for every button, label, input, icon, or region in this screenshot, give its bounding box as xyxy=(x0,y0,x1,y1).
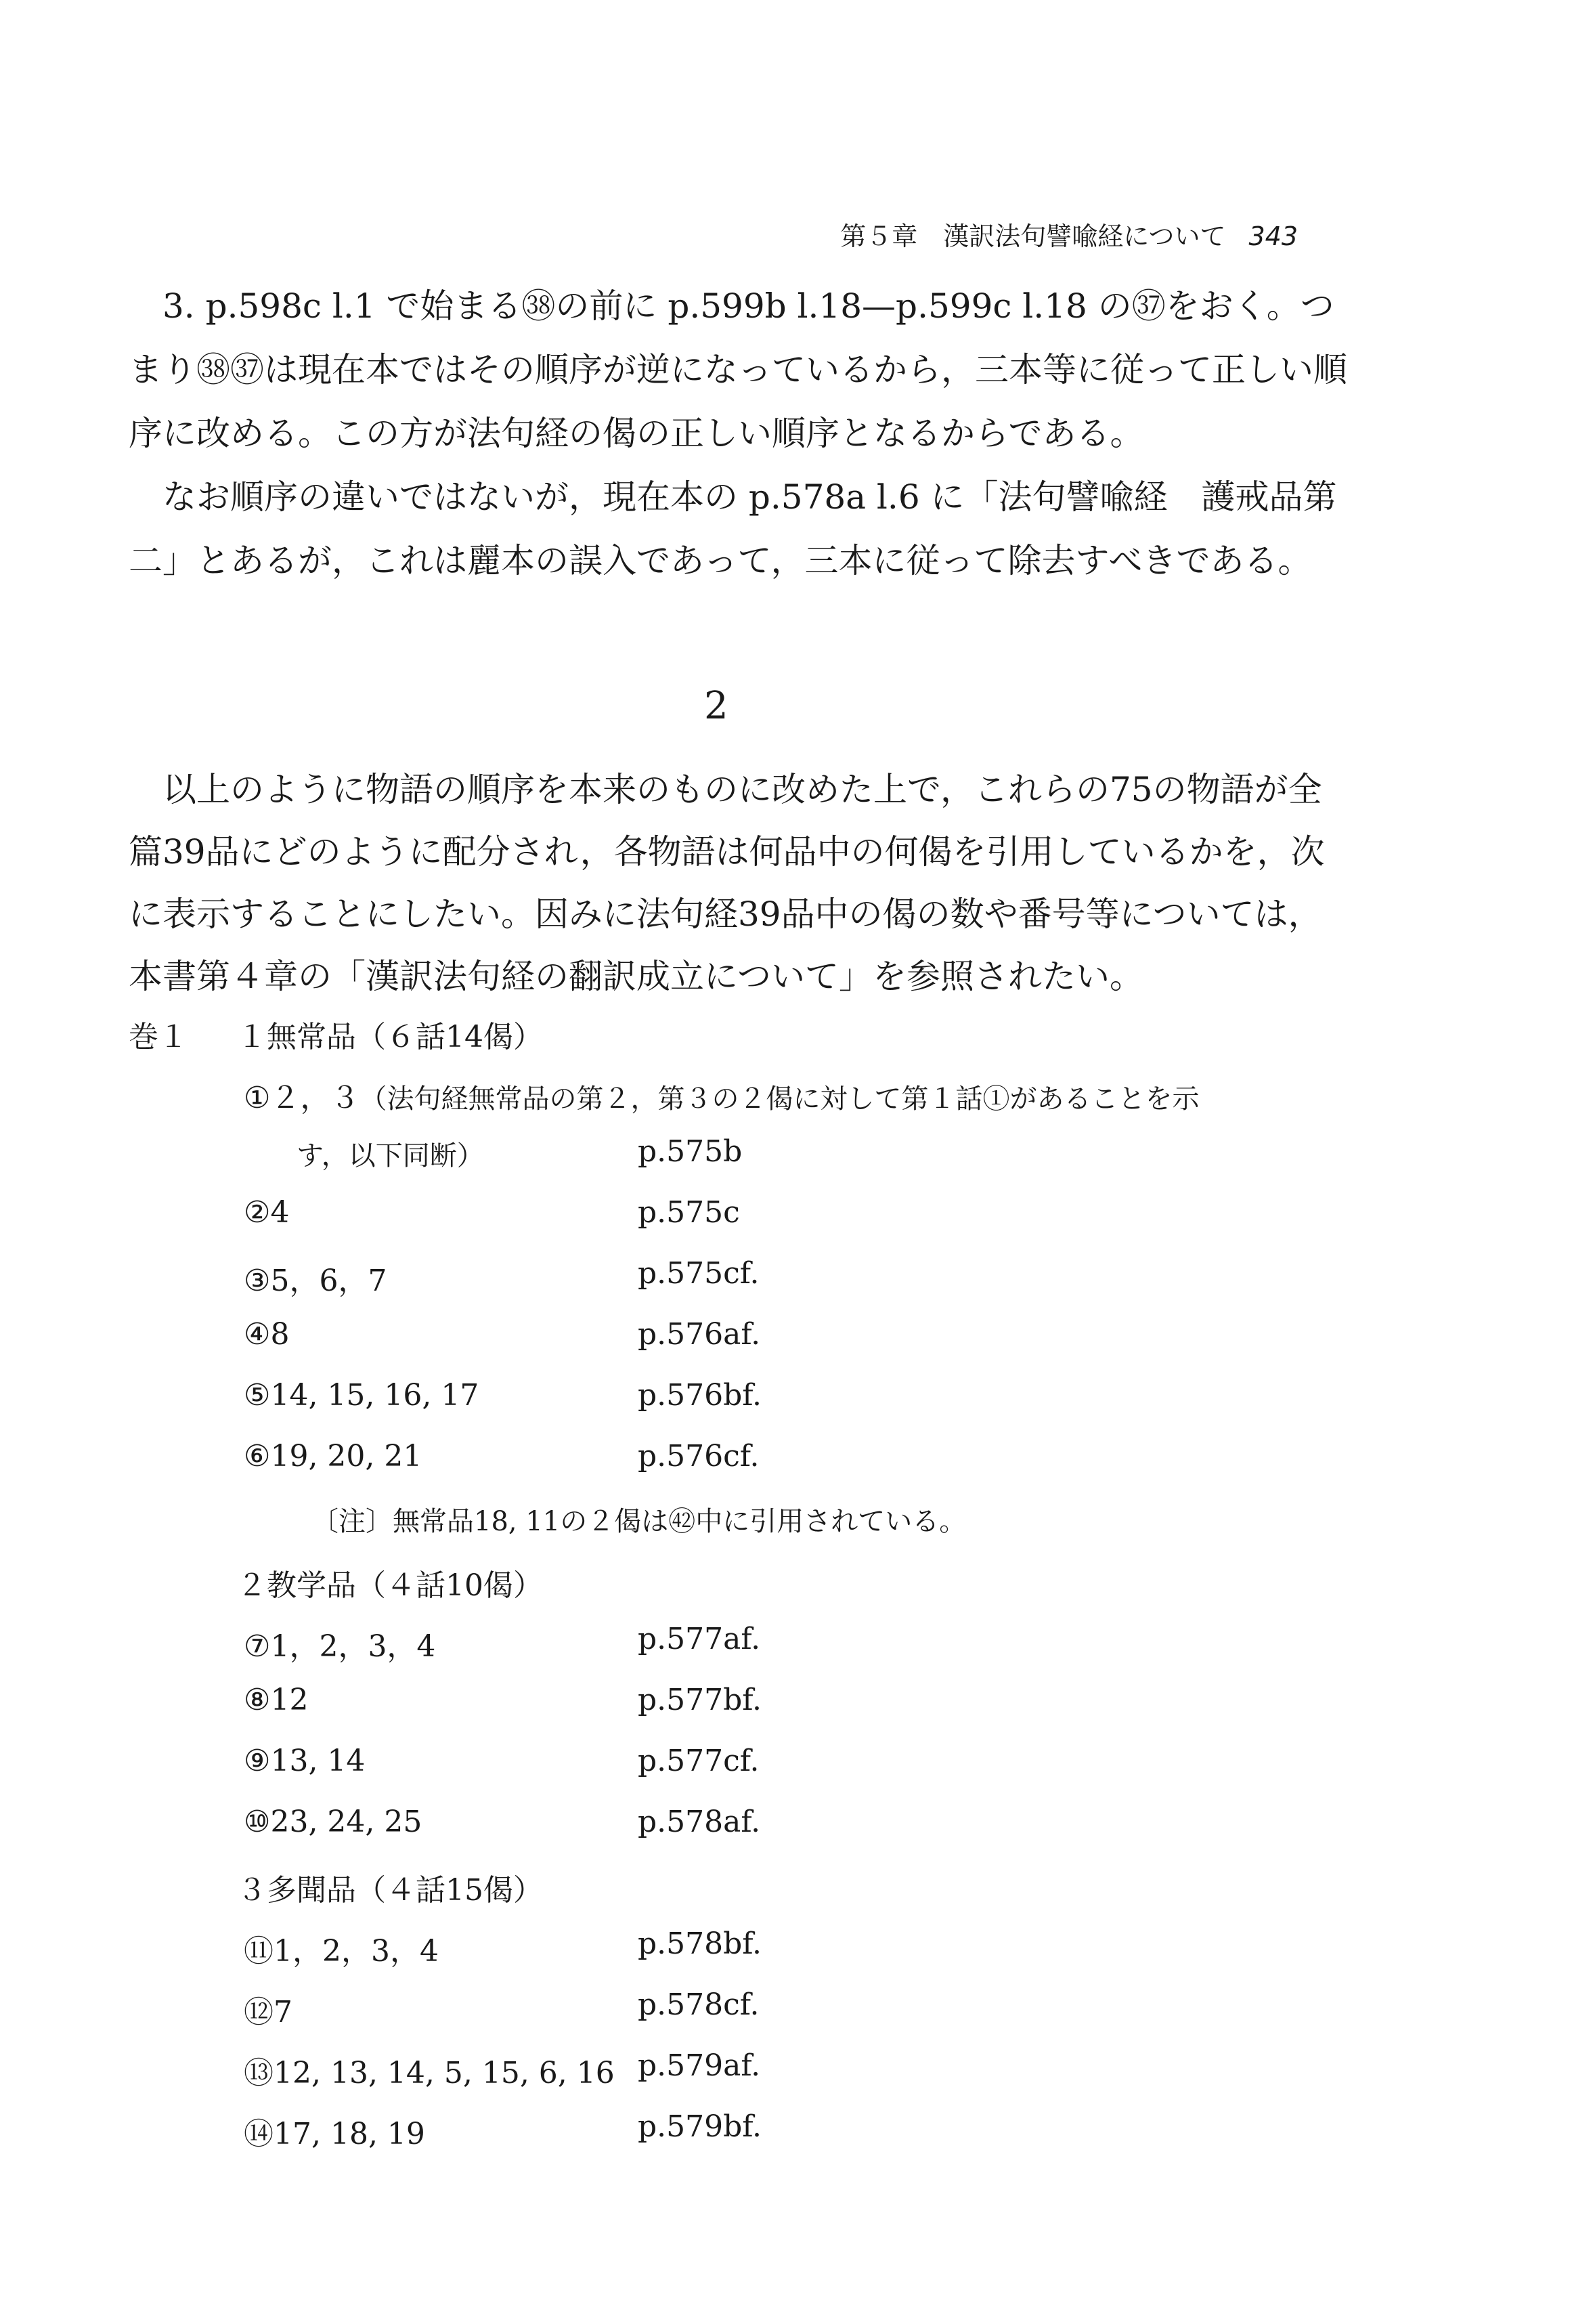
list-item xyxy=(129,1195,1347,1256)
entry-number: ⑥ xyxy=(244,1439,271,1473)
body-text-2 xyxy=(129,758,1347,1008)
list-item xyxy=(129,1744,1347,1805)
entry-reference: p.575cf. xyxy=(638,1256,760,1291)
section-title: ２教学品（４話10偈） xyxy=(237,1568,543,1603)
section-number: 2 xyxy=(704,684,728,728)
section-title: １無常品（６話14偈） xyxy=(237,1020,543,1054)
list-item xyxy=(129,1927,1347,1987)
entry-number: ⑤ xyxy=(244,1378,271,1413)
entry-verses: 13, 14 xyxy=(270,1744,366,1778)
entry-reference: p.579af. xyxy=(638,2048,761,2083)
section-heading xyxy=(129,1012,1347,1073)
entry-verses: 23, 24, 25 xyxy=(270,1805,422,1839)
list-item xyxy=(129,2048,1347,2109)
entry-reference: p.577cf. xyxy=(638,1744,760,1778)
entry-verses: 4 xyxy=(270,1195,290,1230)
entry-number: ④ xyxy=(244,1317,271,1352)
entry-verses: 12, 13, 14, 5, 15, 6, 16 xyxy=(274,2056,615,2090)
entry-verses: 14, 15, 16, 17 xyxy=(270,1378,479,1413)
body-text xyxy=(129,274,1347,593)
entry-number: ① xyxy=(244,1081,271,1115)
entry-reference: p.576bf. xyxy=(638,1378,762,1413)
entry-description: （法句経無常品の第２，第３の２偈に対して第１話①があることを示 xyxy=(359,1083,1200,1115)
entry-description-cont: す，以下同断） xyxy=(297,1140,484,1171)
section-title: ３多聞品（４話15偈） xyxy=(237,1873,543,1908)
entry-verses: 12 xyxy=(270,1683,309,1717)
entry-reference: p.577bf. xyxy=(638,1683,762,1717)
entry-number: ③ xyxy=(244,1264,271,1298)
entry-number: ⑩ xyxy=(244,1805,271,1839)
entry-reference: p.576cf. xyxy=(638,1439,760,1473)
entry-number: ⑨ xyxy=(244,1744,271,1778)
entry-reference: p.575b xyxy=(638,1134,743,1169)
list-item xyxy=(129,1378,1347,1439)
list-item xyxy=(129,1439,1347,1500)
entry-verses: 19, 20, 21 xyxy=(270,1439,422,1473)
running-head xyxy=(840,215,1298,253)
paragraph-removal-note: なお順序の違いではないが，現在本の p.578a l.6 に「法句譬喩経 護戒品第二」とあるが，これは麗本の誤入であって，三本に従って除去すべきである。 xyxy=(129,477,1337,580)
paragraph-order-note: 3. p.598c l.1 で始まる㊳の前に p.599b l.18—p.599c l.18 の㊲をおく。つまり㊳㊲は現在本ではその順序が逆になっているから，三本等に従って正しい順序に改める。この方が法句経の偈の正しい順序となるからである。 xyxy=(129,286,1347,453)
list-item xyxy=(129,1134,1347,1195)
entry-reference: p.576af. xyxy=(638,1317,761,1352)
list-item xyxy=(129,1622,1347,1683)
list-item xyxy=(129,1317,1347,1378)
entry-reference: p.577af. xyxy=(638,1622,761,1656)
entry-reference: p.579bf. xyxy=(638,2109,762,2144)
section-note: 〔注〕無常品18, 11の２偈は㊷中に引用されている。 xyxy=(311,1506,967,1537)
volume-label: 巻１ xyxy=(129,1020,188,1054)
entry-number: ② xyxy=(244,1195,271,1230)
entry-number: ⑬ xyxy=(244,2056,274,2090)
entry-reference: p.578bf. xyxy=(638,1927,762,1961)
entry-verses: 8 xyxy=(270,1317,290,1352)
entry-verses: 5，6，7 xyxy=(270,1264,387,1298)
chapter-title: 第５章 漢訳法句譬喩経について xyxy=(840,221,1226,251)
list-item xyxy=(129,1256,1347,1317)
story-list xyxy=(129,1012,1347,2170)
entry-reference: p.575c xyxy=(638,1195,740,1230)
entry-reference: p.578cf. xyxy=(638,1987,760,2022)
page-number: 343 xyxy=(1248,221,1298,251)
list-item xyxy=(129,1805,1347,1866)
list-item xyxy=(129,1987,1347,2048)
list-item xyxy=(129,1683,1347,1744)
entry-verses: ２，３ xyxy=(270,1081,360,1115)
entry-verses: 1，2，3，4 xyxy=(270,1629,436,1664)
entry-reference: p.578af. xyxy=(638,1805,761,1839)
entry-number: ⑪ xyxy=(244,1934,274,1968)
paragraph-intro: 以上のように物語の順序を本来のものに改めた上で，これらの75の物語が全篇39品にどのように配分され，各物語は何品中の何偈を引用しているかを，次に表示することにしたい。因みに法句経39品中の偈の数や番号等については，本書第４章の「漢訳法句経の翻訳成立について」を参照されたい。 xyxy=(129,770,1325,996)
section-heading xyxy=(129,1561,1347,1622)
list-item xyxy=(129,1073,1347,1134)
note-row xyxy=(129,1500,1347,1561)
section-heading xyxy=(129,1866,1347,1927)
entry-verses: 1，2，3，4 xyxy=(274,1934,439,1968)
entry-number: ⑧ xyxy=(244,1683,271,1717)
entry-number: ⑭ xyxy=(244,2117,274,2151)
entry-verses: 17, 18, 19 xyxy=(274,2117,425,2151)
list-item xyxy=(129,2109,1347,2170)
entry-number: ⑫ xyxy=(244,1995,274,2029)
entry-number: ⑦ xyxy=(244,1629,271,1664)
entry-verses: 7 xyxy=(274,1995,292,2029)
